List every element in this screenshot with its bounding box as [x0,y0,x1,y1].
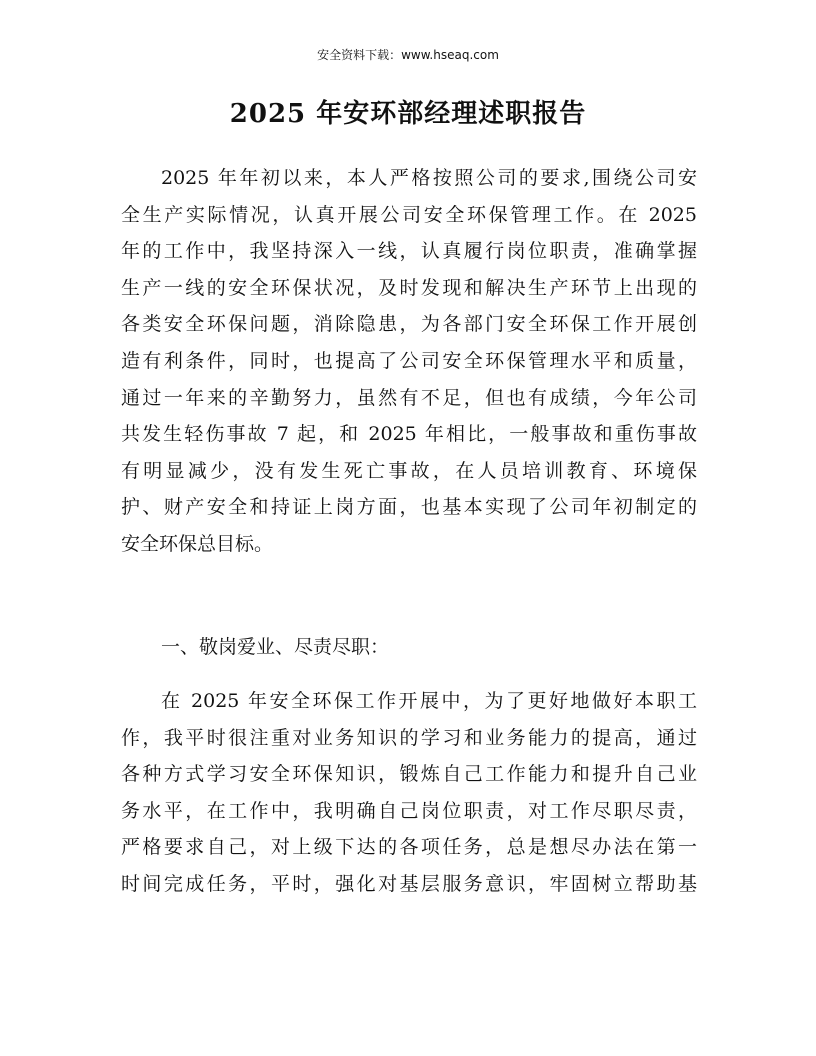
paragraph-section1 [121,683,697,903]
paragraph-line: 时间完成任务，平时，强化对基层服务意识，牢固树立帮助基 [121,872,697,895]
paragraph-line: 各种方式学习安全环保知识，锻炼自己工作能力和提升自己业 [121,763,697,786]
paragraph-line: 2025 年年初以来，本人严格按照公司的要求,围绕公司安 [161,167,697,189]
paragraph-intro [121,160,697,563]
paragraph-line: 共发生轻伤事故 7 起，和 2025 年相比，一般事故和重伤事故 [121,423,697,446]
paragraph-line: 有明显减少，没有发生死亡事故，在人员培训教育、环境保 [121,459,697,482]
paragraph-line: 作，我平时很注重对业务知识的学习和业务能力的提高，通过 [121,726,697,749]
paragraph-line: 护、财产安全和持证上岗方面，也基本实现了公司年初制定的 [121,496,697,519]
paragraph-line: 在 2025 年安全环保工作开展中，为了更好地做好本职工 [161,690,697,712]
paragraph-line: 各类安全环保问题，消除隐患，为各部门安全环保工作开展创 [121,313,697,336]
paragraph-line: 全生产实际情况，认真开展公司安全环保管理工作。在 2025 [121,203,697,226]
paragraph-line: 务水平，在工作中，我明确自己岗位职责，对工作尽职尽责， [121,799,697,822]
page-header-source: 安全资料下载：www.hseaq.com [317,48,499,62]
paragraph-line: 造有利条件，同时，也提高了公司安全环保管理水平和质量， [121,349,697,372]
paragraph-line: 安全环保总目标。 [121,532,274,555]
paragraph-line: 生产一线的安全环保状况，及时发现和解决生产环节上出现的 [121,276,697,299]
paragraph-line: 严格要求自己，对上级下达的各项任务，总是想尽办法在第一 [121,836,697,859]
document-title: 2025 年安环部经理述职报告 [229,99,587,129]
section-heading-text: 一、敬岗爱业、尽责尽职： [161,636,390,658]
section-heading [121,629,697,666]
paragraph-line: 通过一年来的辛勤努力，虽然有不足，但也有成绩，今年公司 [121,386,697,409]
paragraph-line: 年的工作中，我坚持深入一线，认真履行岗位职责，准确掌握 [121,240,697,263]
